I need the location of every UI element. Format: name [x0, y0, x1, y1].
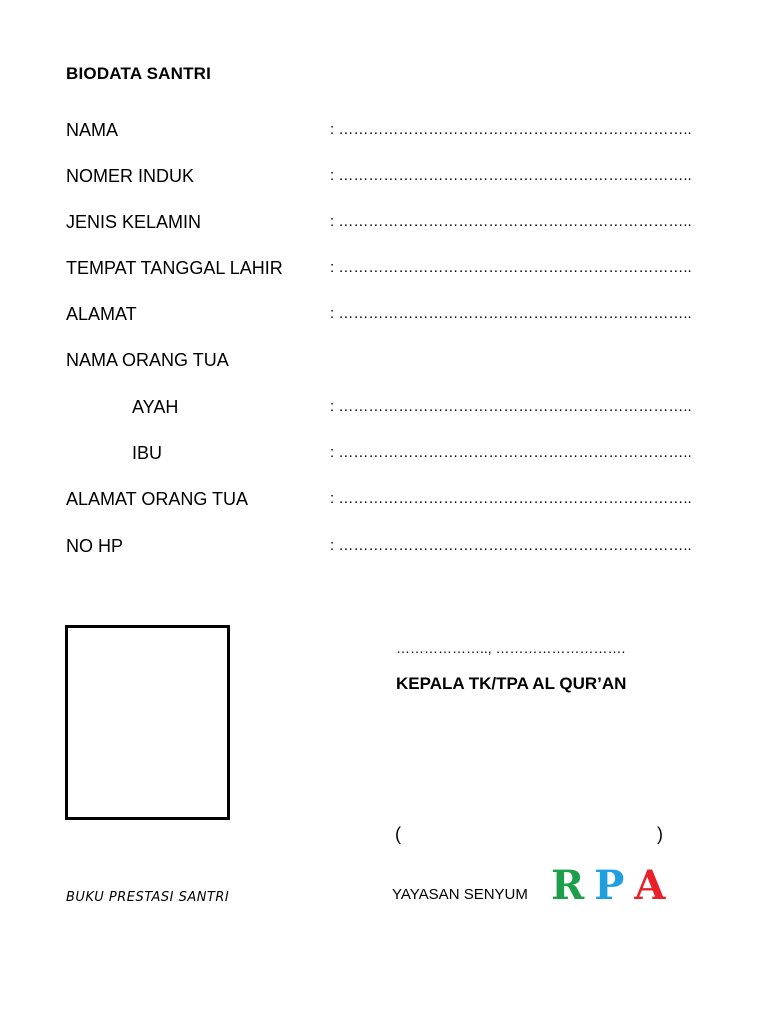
logo-letter-r: R — [551, 862, 585, 909]
logo-letter-p: P — [594, 862, 625, 909]
field-label: IBU — [132, 443, 163, 463]
field-blank: : …………………………………………………………….. — [330, 490, 692, 507]
footer-book-title: BUKU PRESTASI SANTRI — [66, 890, 230, 905]
field-ibu — [0, 441, 768, 465]
field-blank: : …………………………………………………………….. — [330, 537, 692, 554]
field-blank: : …………………………………………………………….. — [330, 167, 692, 184]
logo-letter-a: A — [634, 862, 666, 909]
field-label: TEMPAT TANGGAL LAHIR — [66, 258, 283, 278]
field-nama-orang-tua — [0, 348, 768, 372]
field-nama — [0, 118, 768, 142]
field-blank: : …………………………………………………………….. — [330, 121, 692, 138]
field-label: ALAMAT — [66, 304, 137, 324]
signature-paren-open: ( — [395, 824, 401, 844]
field-blank: : …………………………………………………………….. — [330, 213, 692, 230]
photo-box — [65, 625, 230, 820]
field-nomer-induk — [0, 164, 768, 188]
field-label: NO HP — [66, 536, 124, 556]
field-label: NOMER INDUK — [66, 166, 195, 186]
signature-paren-close: ) — [657, 824, 663, 844]
field-label: NAMA — [66, 120, 119, 140]
signature-date-line: ……………….., ………………………. — [396, 640, 626, 656]
signature-title: KEPALA TK/TPA AL QUR’AN — [396, 674, 627, 693]
field-tempat-tanggal-lahir — [0, 256, 768, 280]
field-blank: : …………………………………………………………….. — [330, 398, 692, 415]
field-label: NAMA ORANG TUA — [66, 350, 229, 370]
field-alamat-orang-tua — [0, 487, 768, 511]
document-title: BIODATA SANTRI — [66, 64, 212, 83]
field-blank: : …………………………………………………………….. — [330, 444, 692, 461]
field-blank: : …………………………………………………………….. — [330, 259, 692, 276]
footer-foundation-name: YAYASAN SENYUM — [392, 886, 528, 903]
field-alamat — [0, 302, 768, 326]
field-blank: : …………………………………………………………….. — [330, 305, 692, 322]
rpa-logo — [551, 862, 675, 909]
field-jenis-kelamin — [0, 210, 768, 234]
field-no-hp — [0, 534, 768, 558]
field-label: AYAH — [132, 397, 179, 417]
field-ayah — [0, 395, 768, 419]
field-label: ALAMAT ORANG TUA — [66, 489, 249, 509]
field-label: JENIS KELAMIN — [66, 212, 202, 232]
